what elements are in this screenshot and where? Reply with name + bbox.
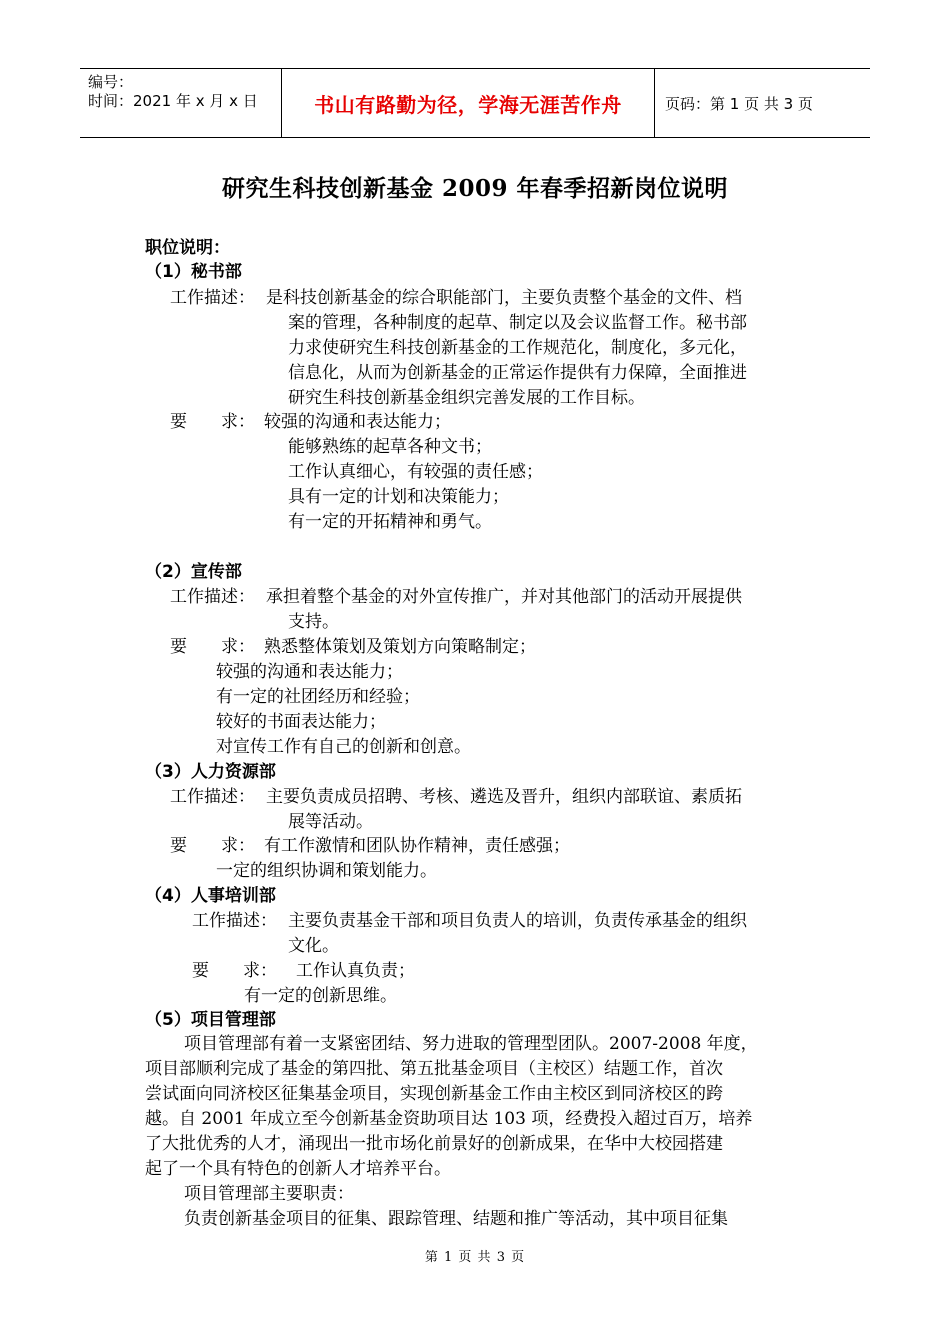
header-motto: 书山有路勤为径，学海无涯苦作舟 xyxy=(282,69,655,137)
req-label: 要 求： xyxy=(170,637,255,657)
req-label: 要 求： xyxy=(170,412,255,432)
req-line: 能够熟练的起草各种文书； xyxy=(288,437,492,457)
paragraph-line: 项目管理部有着一支紧密团结、努力进取的管理型团队。2007-2008 年度， xyxy=(184,1034,758,1054)
req-line: 有一定的开拓精神和勇气。 xyxy=(288,512,492,532)
paragraph-line: 项目部顺利完成了基金的第四批、第五批基金项目（主校区）结题工作，首次 xyxy=(145,1059,723,1079)
req-line: 较强的沟通和表达能力； xyxy=(216,662,403,682)
intro-heading: 职位说明： xyxy=(145,238,230,258)
req-line: 较强的沟通和表达能力； xyxy=(264,412,451,432)
desc-line: 力求使研究生科技创新基金的工作规范化，制度化，多元化， xyxy=(288,338,747,358)
req-label: 要 求： xyxy=(170,836,255,856)
duties-heading: 项目管理部主要职责： xyxy=(184,1184,354,1204)
section-heading-project-management: （5）项目管理部 xyxy=(145,1010,276,1030)
section-heading-hr: （3）人力资源部 xyxy=(145,762,276,782)
paragraph-line: 了大批优秀的人才，涌现出一批市场化前景好的创新成果，在华中大校园搭建 xyxy=(145,1134,723,1154)
duties-line: 负责创新基金项目的征集、跟踪管理、结题和推广等活动，其中项目征集 xyxy=(184,1209,728,1229)
desc-line: 研究生科技创新基金组织完善发展的工作目标。 xyxy=(288,388,645,408)
desc-line: 信息化，从而为创新基金的正常运作提供有力保障，全面推进 xyxy=(288,363,747,383)
paragraph-line: 起了一个具有特色的创新人才培养平台。 xyxy=(145,1159,451,1179)
page-footer: 第 1 页 共 3 页 xyxy=(424,1250,526,1265)
req-line: 工作认真细心，有较强的责任感； xyxy=(288,462,543,482)
desc-line: 文化。 xyxy=(288,936,339,956)
document-number-label: 编号： xyxy=(88,73,134,91)
desc-line: 支持。 xyxy=(288,612,339,632)
desc-line: 展等活动。 xyxy=(288,812,373,832)
req-line: 有一定的社团经历和经验； xyxy=(216,687,420,707)
desc-label: 工作描述： xyxy=(170,288,255,308)
req-line: 对宣传工作有自己的创新和创意。 xyxy=(216,737,471,757)
req-label: 要 求： xyxy=(192,961,277,981)
req-line: 较好的书面表达能力； xyxy=(216,712,386,732)
page-header xyxy=(80,68,870,138)
desc-label: 工作描述： xyxy=(170,587,255,607)
paragraph-line: 尝试面向同济校区征集基金项目，实现创新基金工作由主校区到同济校区的跨 xyxy=(145,1084,723,1104)
req-line: 工作认真负责； xyxy=(296,961,415,981)
desc-line: 主要负责基金干部和项目负责人的培训，负责传承基金的组织 xyxy=(288,911,747,931)
desc-line: 案的管理，各种制度的起草、制定以及会议监督工作。秘书部 xyxy=(288,313,747,333)
req-line: 熟悉整体策划及策划方向策略制定； xyxy=(264,637,536,657)
header-meta xyxy=(80,69,282,137)
section-heading-training: （4）人事培训部 xyxy=(145,886,276,906)
document-date-label: 时间：2021 年 x 月 x 日 xyxy=(88,92,258,110)
req-line: 一定的组织协调和策划能力。 xyxy=(216,861,437,881)
desc-line: 主要负责成员招聘、考核、遴选及晋升，组织内部联谊、素质拓 xyxy=(266,787,742,807)
section-heading-secretariat: （1）秘书部 xyxy=(145,262,242,282)
req-line: 有工作激情和团队协作精神，责任感强； xyxy=(264,836,570,856)
paragraph-line: 越。自 2001 年成立至今创新基金资助项目达 103 项，经费投入超过百万，培养 xyxy=(145,1109,753,1129)
desc-label: 工作描述： xyxy=(170,787,255,807)
header-page-info: 页码：第 1 页 共 3 页 xyxy=(665,94,813,113)
req-line: 有一定的创新思维。 xyxy=(244,986,397,1006)
desc-line: 是科技创新基金的综合职能部门，主要负责整个基金的文件、档 xyxy=(266,288,742,308)
desc-line: 承担着整个基金的对外宣传推广，并对其他部门的活动开展提供 xyxy=(266,587,742,607)
section-heading-publicity: （2）宣传部 xyxy=(145,562,242,582)
req-line: 具有一定的计划和决策能力； xyxy=(288,487,509,507)
desc-label: 工作描述： xyxy=(192,911,277,931)
document-title: 研究生科技创新基金 2009 年春季招新岗位说明 xyxy=(221,175,729,202)
